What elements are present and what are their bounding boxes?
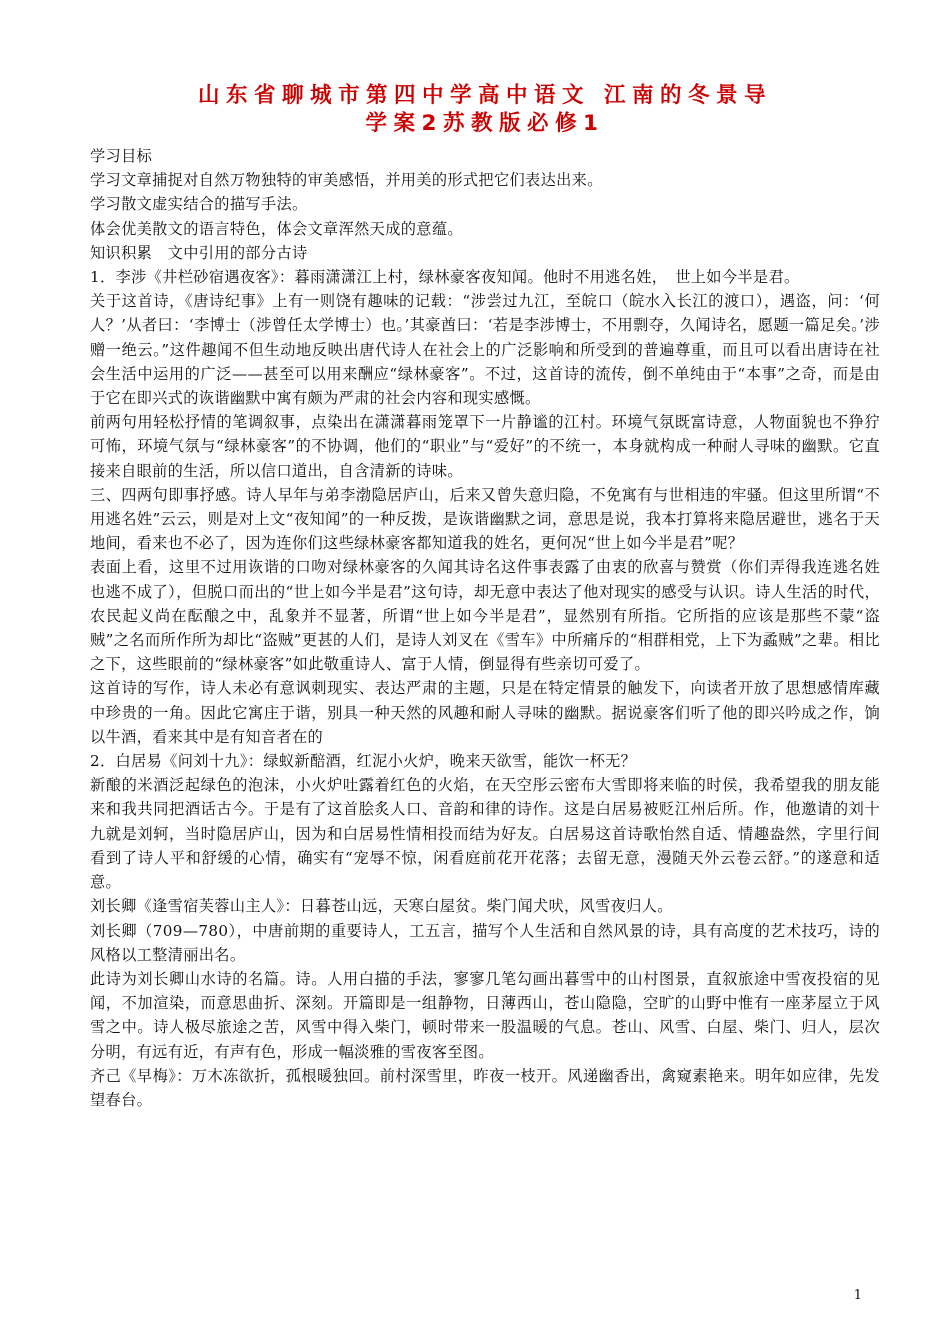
section-heading-goals: 学习目标 — [90, 147, 153, 165]
poem-3-liu-changqing: 刘长卿《逢雪宿芙蓉山主人》：日暮苍山远，天寒白屋贫。柴门闻犬吠，风雪夜归人。 — [90, 897, 673, 916]
paragraph-bai-juyi-analysis: 新酿的米酒泛起绿色的泡沫，小火炉吐露着红色的火焰，在天空彤云密布大雪即将来临的时侯，我希望我的朋友能来和我共同把酒话古今。于是有了这首脍炙人口、音韵和律的诗作。这是白居易被贬江州后所。作，他邀请的刘十九就是刘轲，当时隐居庐山，因为和白居易性情相投而结为好友。白居易这首诗歌怡然自适、情趣盎然，字里行间看到了诗人平和舒缓的心情，确实有“宠辱不惊，闲看庭前花开花落；去留无意，漫随天外云卷云舒。”的遂意和适意。 — [90, 776, 880, 892]
page-number: 1 — [853, 1288, 862, 1303]
paragraph-anecdote: 关于这首诗，《唐诗纪事》上有一则饶有趣味的记载：“涉尝过九江，至皖口（皖水入长江的渡口），遇盗，问：‘何人？’从者曰：‘李博士（涉曾任太学博士）也。’其豪酋曰：‘若是李涉博士，不用剽夺，久闻诗名，愿题一篇足矣。’涉赠一绝云。”这件趣闻不但生动地反映出唐代诗人在社会上的广泛影响和所受到的普遍尊重，而且可以看出唐诗在社会生活中运用的广泛——甚至可以用来酬应“绿林豪客”。不过，这首诗的流传，倒不单纯由于“本事”之奇，而是由于它在即兴式的诙谐幽默中寓有颇为严肃的社会内容和现实感慨。 — [90, 292, 880, 408]
paragraph-first-two-lines: 前两句用轻松抒情的笔调叙事，点染出在潇潇暮雨笼罩下一片静谧的江村。环境气氛既富诗意，人物面貌也不狰狞可怖，环境气氛与“绿林豪客”的不协调，他们的“职业”与“爱好”的不统一，本身就构成一种耐人寻味的幽默。它直接来自眼前的生活，所以信口道出，自含清新的诗味。 — [90, 413, 880, 480]
poem-4-qi-ji: 齐己《早梅》：万木冻欲折，孤根暖独回。前村深雪里，昨夜一枝开。风递幽香出，禽窥素艳来。明年如应律，先发望春台。 — [90, 1066, 880, 1109]
section-heading-knowledge: 知识积累 文中引用的部分古诗 — [90, 243, 308, 262]
document-title — [90, 82, 880, 138]
paragraph-surface-meaning: 表面上看，这里不过用诙谐的口吻对绿林豪客的久闻其诗名这件事表露了由衷的欣喜与赞赏（你们弄得我连逃名姓也逃不成了），但脱口而出的“世上如今半是君”这句诗，却无意中表达了他对现实的感受与认识。诗人生活的时代，农民起义尚在酝酿之中，乱象并不显著，所谓“世上如今半是君”，显然别有所指。它所指的应该是那些不蒙“盗贼”之名而所作所为却比“盗贼”更甚的人们，是诗人刘叉在《雪车》中所痛斥的“相群相党，上下为蟊贼”之辈。相比之下，这些眼前的“绿林豪客”如此敬重诗人、富于人情，倒显得有些亲切可爱了。 — [90, 558, 880, 674]
paragraph-liu-changqing-analysis: 此诗为刘长卿山水诗的名篇。诗。人用白描的手法，寥寥几笔勾画出暮雪中的山村图景，直叙旅途中雪夜投宿的见闻，不加渲染，而意思曲折、深刻。开篇即是一组静物，日薄西山，苍山隐隐，空旷的山野中惟有一座茅屋立于风雪之中。诗人极尽旅途之苦，风雪中得入柴门，顿时带来一股温暖的气息。苍山、风雪、白屋、柴门、归人，层次分明，有远有近，有声有色，形成一幅淡雅的雪夜客至图。 — [90, 969, 880, 1061]
document-page — [90, 82, 880, 1112]
title-line-2: 学案2苏教版必修1 — [365, 111, 605, 136]
goal-2: 学习散文虚实结合的描写手法。 — [90, 195, 308, 214]
paragraph-last-two-lines: 三、四两句即事抒感。诗人早年与弟李渤隐居庐山，后来又曾失意归隐，不免寓有与世相违的牢骚。但这里所谓“不用逃名姓”云云，则是对上文“夜知闻”的一种反拨，是诙谐幽默之词，意思是说，我本打算将来隐居避世，逃名于天地间，看来也不必了，因为连你们这些绿林豪客都知道我的姓名，更何况“世上如今半是君”呢？ — [90, 485, 880, 553]
paragraph-liu-changqing-bio: 刘长卿（709—780），中唐前期的重要诗人，工五言，描写个人生活和自然风景的诗，具有高度的艺术技巧，诗的风格以工整清丽出名。 — [90, 921, 880, 964]
goal-1: 学习文章捕捉对自然万物独特的审美感悟，并用美的形式把它们表达出来。 — [90, 171, 603, 190]
title-line-1: 山东省聊城市第四中学高中语文 江南的冬景导 — [198, 83, 772, 108]
paragraph-writing-intent: 这首诗的写作，诗人未必有意讽刺现实、表达严肃的主题，只是在特定情景的触发下，向读者开放了思想感情库藏中珍贵的一角。因此它寓庄于谐，别具一种天然的风趣和耐人寻味的幽默。据说豪客们听了他的即兴吟成之作，饷以牛酒，看来其中是有知音者在的 — [90, 679, 880, 746]
poem-1-li-she: 1．李涉《井栏砂宿遇夜客》：暮雨潇潇江上村，绿林豪客夜知闻。他时不用逃名姓， 世上如今半是君。 — [90, 268, 800, 287]
goal-3: 体会优美散文的语言特色，体会文章浑然天成的意蕴。 — [90, 219, 463, 238]
poem-2-bai-juyi: 2．白居易《问刘十九》：绿蚁新醅酒，红泥小火炉，晚来天欲雪，能饮一杯无？ — [90, 752, 637, 771]
